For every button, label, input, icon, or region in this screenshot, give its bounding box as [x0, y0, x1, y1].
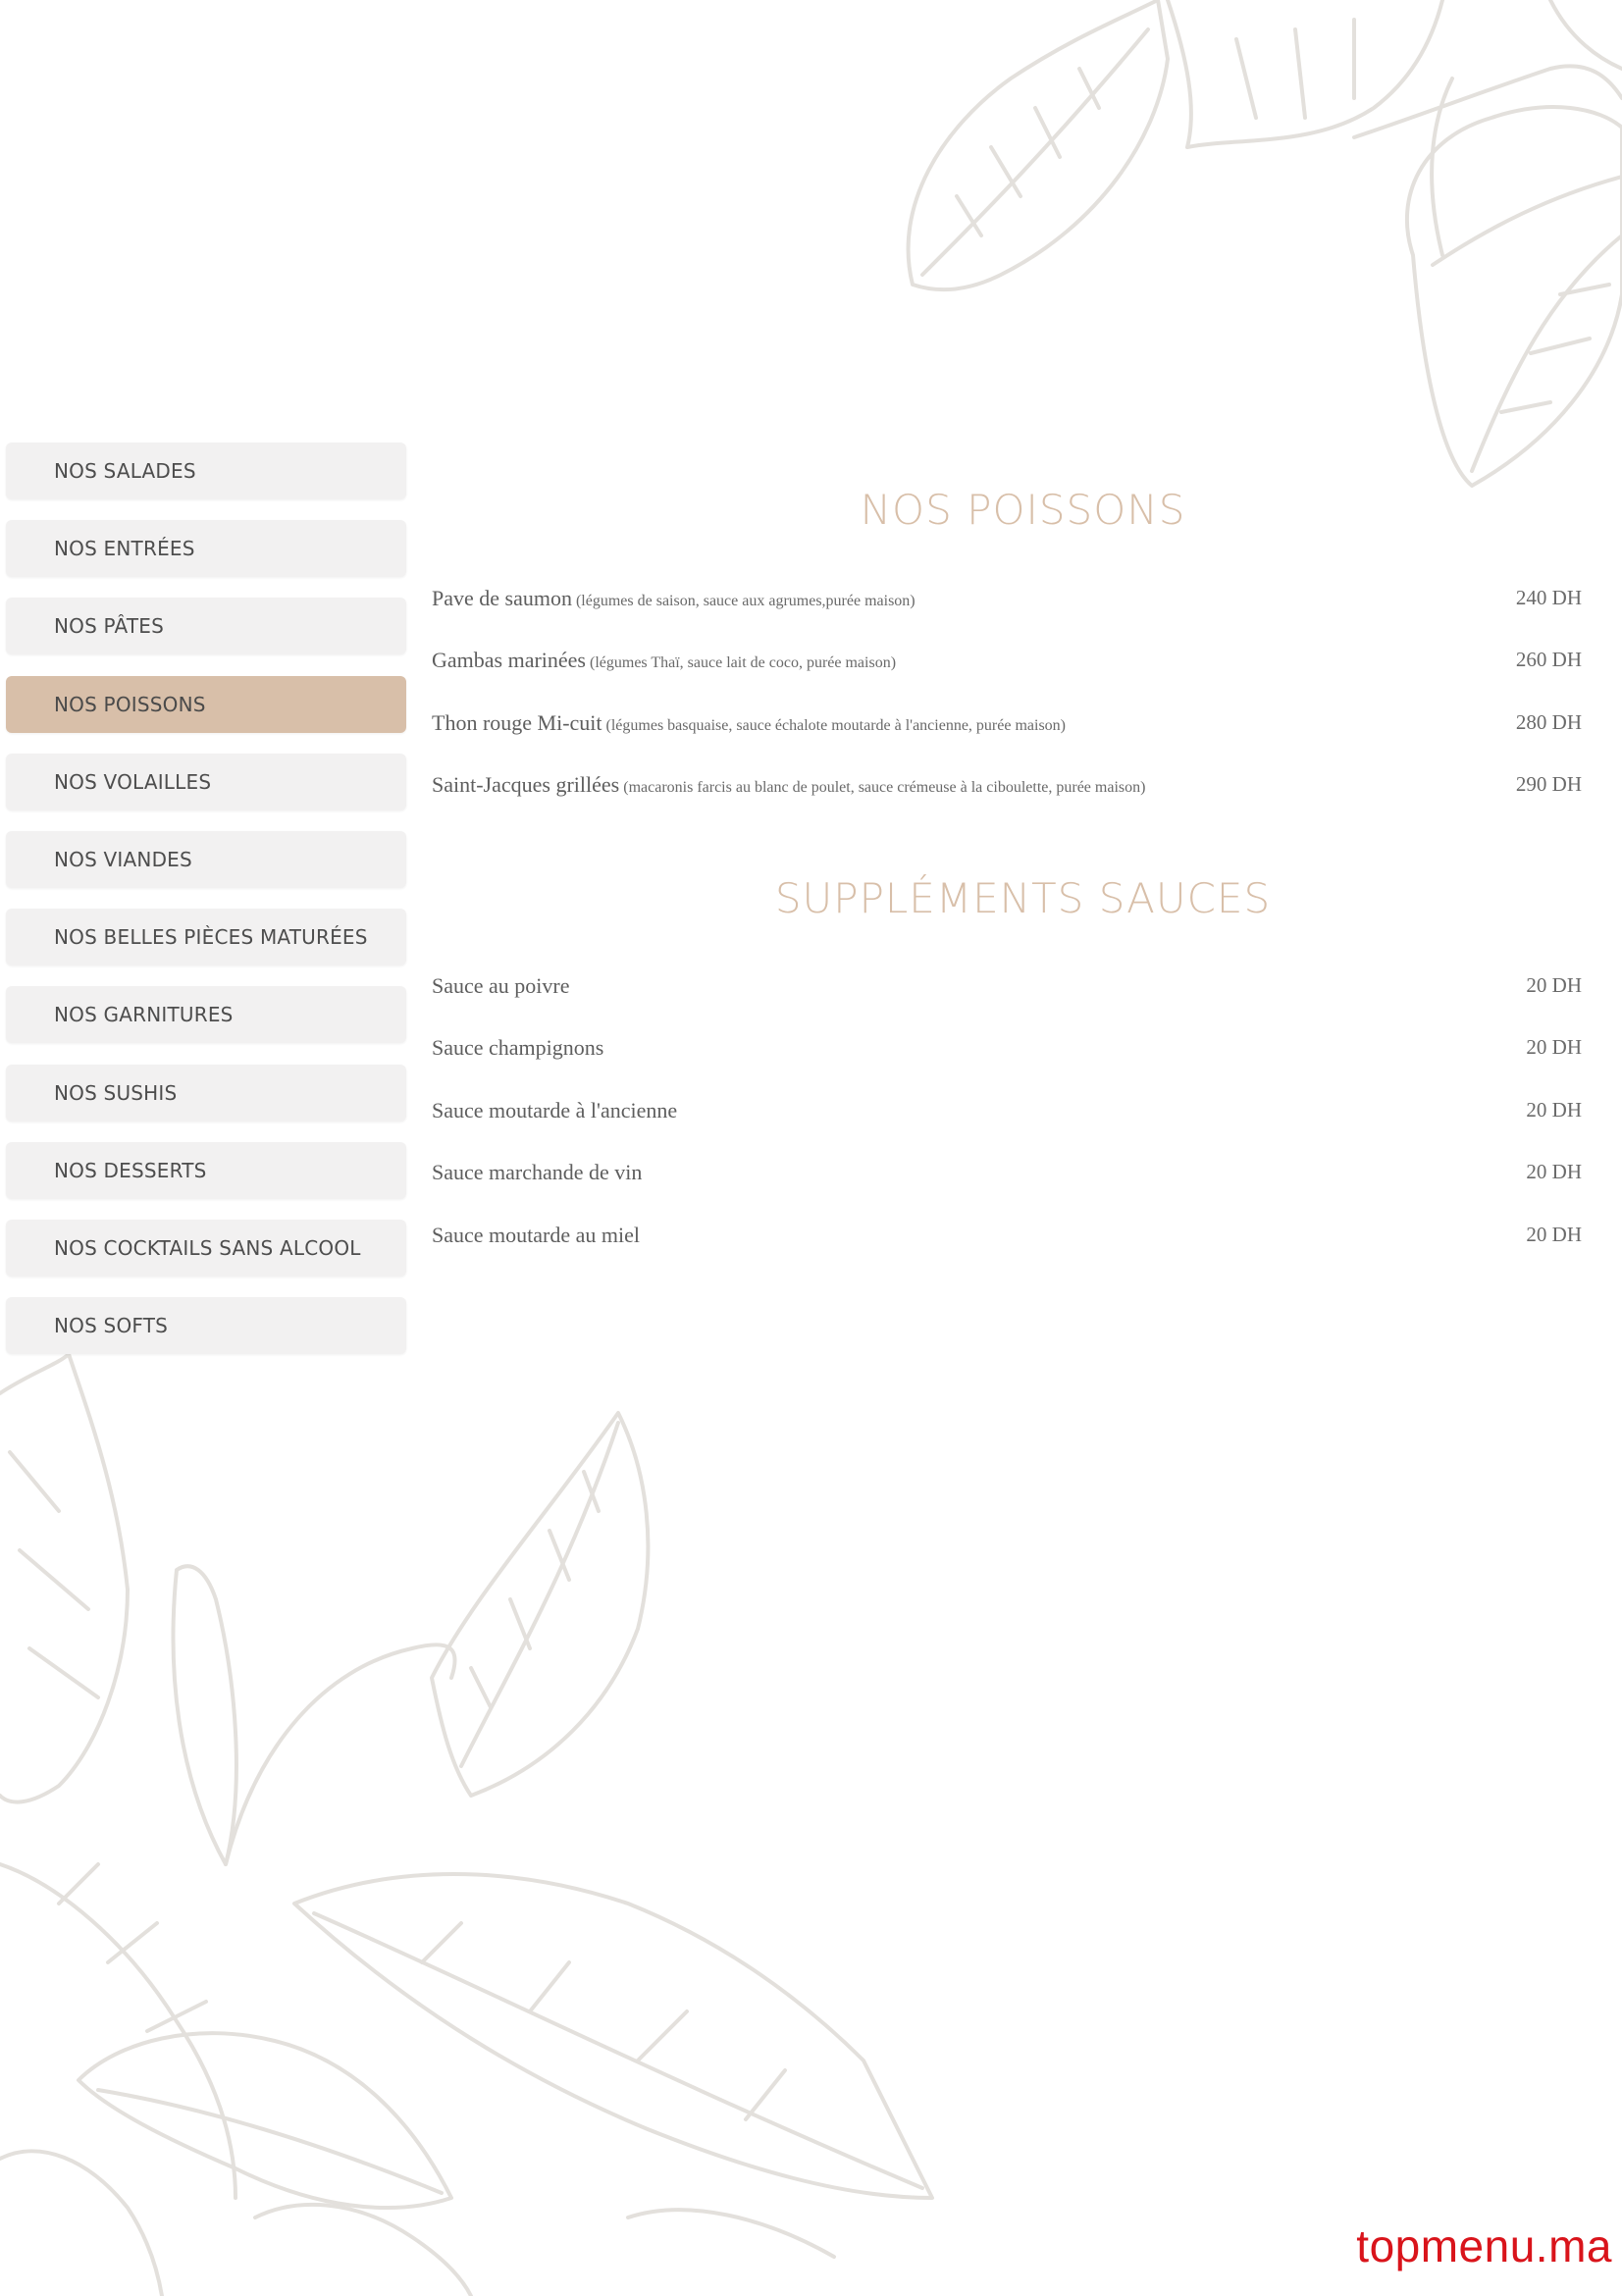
leaf-illustration-top: [863, 0, 1622, 510]
sidebar-item-garnitures[interactable]: NOS GARNITURES: [6, 986, 406, 1043]
menu-item-price: 240 DH: [1515, 586, 1582, 609]
sauce-item-name: Sauce moutarde à l'ancienne: [432, 1098, 678, 1122]
brand-watermark: topmenu.ma: [1356, 2220, 1612, 2271]
menu-item-name: Saint-Jacques grillées: [432, 772, 620, 797]
section-title-sauces: SUPPLÉMENTS SAUCES: [774, 874, 1272, 922]
sauce-item: [432, 973, 1582, 1013]
sauce-item: [432, 1035, 1582, 1074]
sidebar-item-desserts[interactable]: NOS DESSERTS: [6, 1142, 406, 1199]
menu-item: [432, 648, 1582, 687]
menu-item-price: 280 DH: [1515, 710, 1582, 734]
menu-item-description: (macaronis farcis au blanc de poulet, sauce crémeuse à la ciboulette, purée maison): [623, 779, 1146, 796]
sauce-item-price: 20 DH: [1526, 1223, 1582, 1246]
sidebar-item-softs[interactable]: NOS SOFTS: [6, 1297, 406, 1354]
sauce-item-name: Sauce au poivre: [432, 973, 570, 998]
sidebar-item-pates[interactable]: NOS PÂTES: [6, 598, 406, 654]
menu-item-name: Thon rouge Mi-cuit: [432, 710, 602, 735]
sauce-item-price: 20 DH: [1526, 1160, 1582, 1183]
sidebar-item-volailles[interactable]: NOS VOLAILLES: [6, 754, 406, 810]
sidebar-item-salades[interactable]: NOS SALADES: [6, 443, 406, 499]
sidebar-item-entrees[interactable]: NOS ENTRÉES: [6, 520, 406, 577]
section-title-poissons: NOS POISSONS: [860, 486, 1186, 534]
sauce-item-name: Sauce marchande de vin: [432, 1160, 643, 1184]
menu-item: [432, 586, 1582, 625]
menu-item-description: (légumes Thaï, sauce lait de coco, purée maison): [590, 654, 897, 671]
sidebar-item-cocktails-sans-alcool[interactable]: NOS COCKTAILS SANS ALCOOL: [6, 1220, 406, 1277]
menu-item-description: (légumes basquaise, sauce échalote moutarde à l'ancienne, purée maison): [605, 717, 1066, 734]
sauce-item-name: Sauce champignons: [432, 1035, 604, 1060]
menu-item-name: Pave de saumon: [432, 586, 572, 610]
sauce-item: [432, 1160, 1582, 1199]
sauce-item-name: Sauce moutarde au miel: [432, 1223, 640, 1247]
menu-item-description: (légumes de saison, sauce aux agrumes,purée maison): [575, 593, 916, 609]
sidebar-item-sushis[interactable]: NOS SUSHIS: [6, 1065, 406, 1122]
sauce-item: [432, 1098, 1582, 1137]
sauce-item-price: 20 DH: [1526, 973, 1582, 997]
menu-item-price: 290 DH: [1515, 772, 1582, 796]
category-sidebar: [6, 443, 406, 1375]
menu-item-name: Gambas marinées: [432, 648, 586, 672]
sidebar-item-poissons[interactable]: NOS POISSONS: [6, 676, 406, 733]
menu-item-price: 260 DH: [1515, 648, 1582, 671]
sidebar-item-viandes[interactable]: NOS VIANDES: [6, 831, 406, 888]
sidebar-item-belles-pieces-maturees[interactable]: NOS BELLES PIÈCES MATURÉES: [6, 909, 406, 965]
sauce-item-price: 20 DH: [1526, 1098, 1582, 1122]
sauce-item-price: 20 DH: [1526, 1035, 1582, 1059]
menu-item: [432, 772, 1582, 811]
menu-item: [432, 710, 1582, 750]
leaf-illustration-bottom: [0, 1354, 962, 2296]
sauce-item: [432, 1223, 1582, 1262]
